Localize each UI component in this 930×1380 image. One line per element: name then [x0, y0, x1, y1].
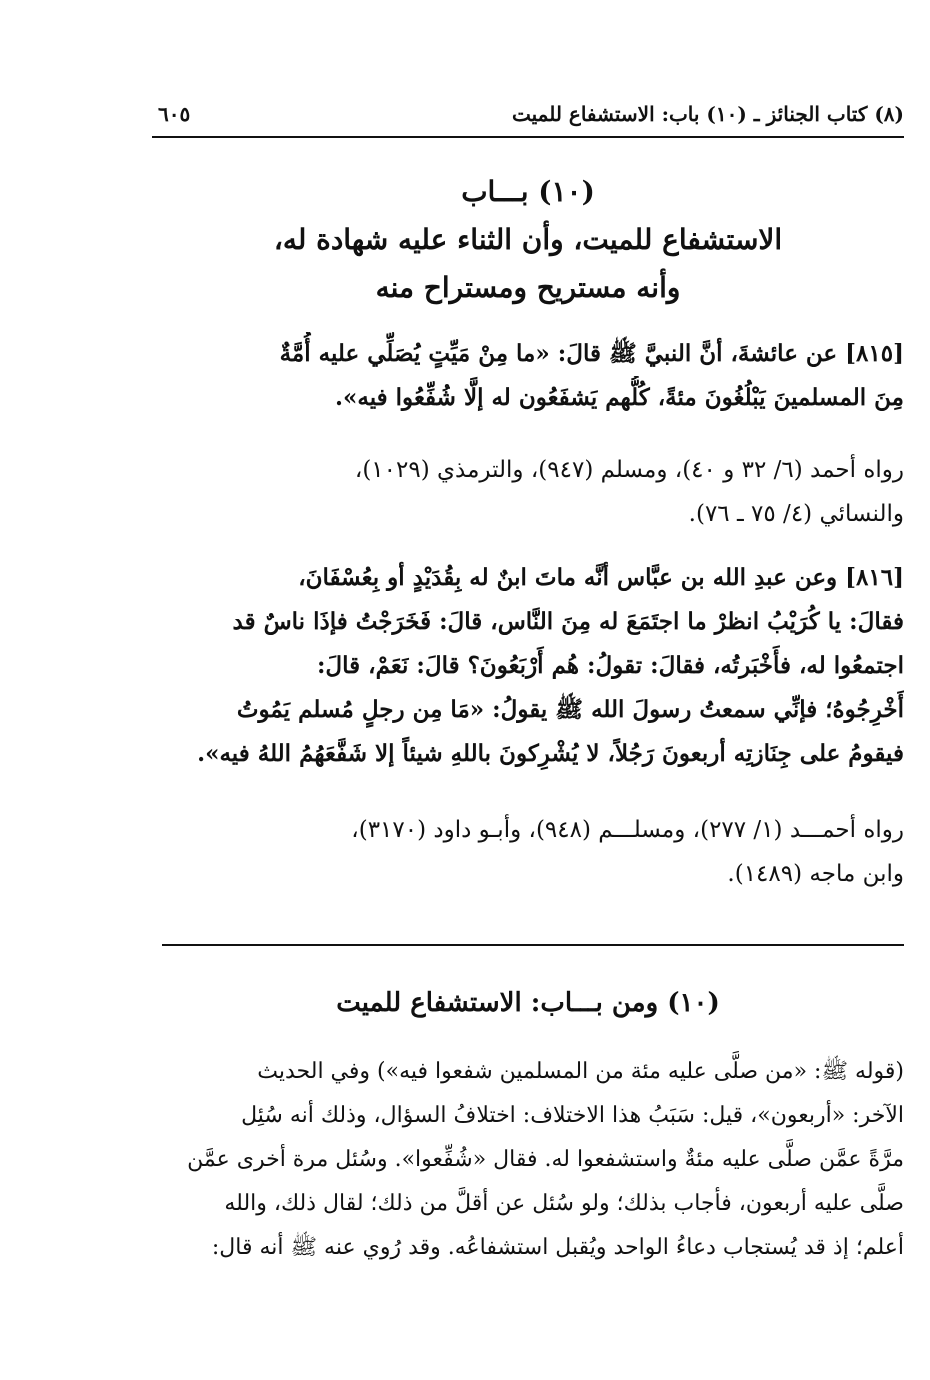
hadith-816-line: فيقومُ على جِنَازتِه أربعونَ رَجُلاً، لا يُشْرِكونَ باللهِ شيئاً إلا شَفَّعَهُمُ اللهُ فيه». [197, 740, 904, 767]
takhrij-816 [152, 808, 904, 896]
chapter-heading [152, 168, 904, 312]
commentary-line: الآخر: «أربعون»، قيل: سَبَبُ هذا الاختلاف: اختلافُ السؤال، وذلك أنه سُئِل [241, 1103, 904, 1128]
hadith-815-line: مِنَ المسلمينَ يَبْلُغُونَ مئةً، كُلُّهم يَشفَعُون له إلَّا شُفِّعُوا فيه». [335, 384, 904, 411]
hadith-816-line: [٨١٦] وعن عبدِ الله بن عبَّاس أنَّه ماتَ ابنٌ له بِقُدَيْدٍ أو بِعُسْفَانَ، [298, 564, 904, 591]
commentary-line: صلَّى عليه أربعون، فأجاب بذلك؛ ولو سُئل عن أقلَّ من ذلك؛ لقال ذلك، والله [224, 1191, 904, 1216]
commentary-heading: (١٠) ومن بـــاب: الاستشفاع للميت [336, 988, 720, 1018]
hadith-816 [152, 556, 904, 776]
hadith-815 [152, 332, 904, 420]
running-header [152, 96, 904, 136]
commentary-separator-rule [162, 944, 904, 946]
chapter-subtitle-line-2: وأنه مستريح ومستراح منه [375, 271, 681, 304]
takhrij-815-line: رواه أحمد (٦/ ٣٢ و ٤٠)، ومسلم (٩٤٧)، والترمذي (١٠٢٩)، [354, 457, 904, 483]
takhrij-816-line: وابن ماجه (١٤٨٩). [727, 861, 904, 887]
commentary-line: (قوله ﷺ: «من صلَّى عليه مئة من المسلمين شفعوا فيه») وفي الحديث [257, 1059, 904, 1084]
running-title: (٨) كتاب الجنائز ـ (١٠) باب: الاستشفاع للميت [511, 102, 904, 126]
commentary-line: أعلم؛ إذ قد يُستجاب دعاءُ الواحد ويُقبل استشفاعُه. وقد رُوي عنه ﷺ أنه قال: [211, 1235, 904, 1260]
chapter-subtitle-line-1: الاستشفاع للميت، وأن الثناء عليه شهادة له، [273, 223, 783, 256]
page-number: ٦٠٥ [158, 102, 191, 126]
hadith-816-line: فقالَ: يا كُرَيْبُ انظرْ ما اجتَمَعَ له مِنَ النَّاس، قالَ: فَخَرَجْتُ فإذَا ناسٌ قد [232, 608, 904, 635]
hadith-816-line: اجتمعُوا له، فأَخْبَرتُه، فقالَ: تقولُ: هُم أَرْبَعُونَ؟ قالَ: نَعَمْ، قالَ: [316, 652, 904, 679]
chapter-title: (١٠) بـــاب [461, 175, 595, 208]
takhrij-816-line: رواه أحمـــد (١/ ٢٧٧)، ومسلـــم (٩٤٨)، وأبـو داود (٣١٧٠)، [351, 817, 904, 843]
commentary-text [152, 1050, 904, 1270]
takhrij-815-line: والنسائي (٤/ ٧٥ ـ ٧٦). [688, 501, 904, 527]
commentary-line: مرَّةً عمَّن صلَّى عليه مئةٌ واستشفعوا له. فقال «شُفِّعوا». وسُئل مرة أخرى عمَّن [187, 1147, 904, 1172]
hadith-816-line: أَخْرِجُوهُ؛ فإنِّي سمعتُ رسولَ الله ﷺ يقولُ: «مَا مِن رجلٍ مُسلم يَمُوتُ [236, 696, 904, 723]
hadith-815-line: [٨١٥] عن عائشةَ، أنَّ النبيَّ ﷺ قالَ: «ما مِنْ مَيِّتٍ يُصَلِّي عليه أُمَّةٌ [279, 340, 904, 367]
takhrij-815 [152, 448, 904, 536]
header-rule [152, 136, 904, 138]
